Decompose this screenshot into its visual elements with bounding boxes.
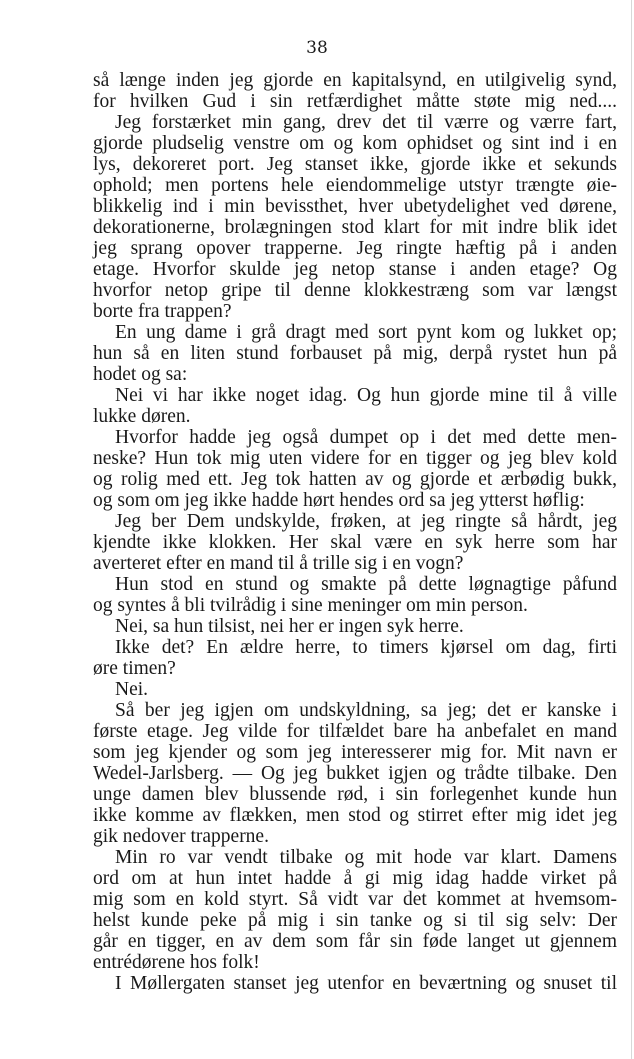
text-line: jeg sprang opover trapperne. Jeg ringte hæftig på i anden bbox=[93, 238, 617, 259]
text-line: Min ro var vendt tilbake og mit hode var klart. Damens bbox=[115, 847, 617, 868]
page-edge-line bbox=[631, 0, 632, 1059]
text-line: gjorde pludselig venstre om og kom ophidset og sint ind i en bbox=[93, 133, 617, 154]
text-line: dekorationerne, brolægningen stod klart for mit indre blik idet bbox=[93, 217, 617, 238]
body-text bbox=[93, 70, 617, 994]
text-line: Jeg forstærket min gang, drev det til værre og værre fart, bbox=[115, 112, 617, 133]
text-line: etage. Hvorfor skulde jeg netop stanse i anden etage? Og bbox=[93, 259, 617, 280]
text-line: Så ber jeg igjen om undskyldning, sa jeg; det er kanske i bbox=[115, 700, 617, 721]
text-line: øre timen? bbox=[93, 658, 176, 679]
text-line: blikkelig ind i min bevissthet, hver ubetydelighet ved dørene, bbox=[93, 196, 617, 217]
text-line: I Møllergaten stanset jeg utenfor en beværtning og snuset til bbox=[115, 973, 617, 994]
text-line: Ikke det? En ældre herre, to timers kjørsel om dag, firti bbox=[115, 637, 617, 658]
text-line: hun så en liten stund forbauset på mig, derpå rystet hun på bbox=[93, 343, 617, 364]
text-line: og syntes å bli tvilrådig i sine meninger om min person. bbox=[93, 595, 528, 616]
text-line: ophold; men portens hele eiendommelige utstyr trængte øie- bbox=[93, 175, 617, 196]
text-line: averteret efter en mand til å trille sig i en vogn? bbox=[93, 553, 464, 574]
text-line: som jeg kjender og som jeg interesserer mig for. Mit navn er bbox=[93, 742, 617, 763]
text-line: borte fra trappen? bbox=[93, 301, 232, 322]
text-line: så længe inden jeg gjorde en kapitalsynd, en utilgivelig synd, bbox=[93, 70, 617, 91]
text-line: hodet og sa: bbox=[93, 364, 188, 385]
text-line: lukke døren. bbox=[93, 406, 191, 427]
text-line: kjendte ikke klokken. Her skal være en syk herre som har bbox=[93, 532, 617, 553]
text-line: Wedel-Jarlsberg. — Og jeg bukket igjen og trådte tilbake. Den bbox=[93, 763, 617, 784]
text-line: ord om at hun intet hadde å gi mig idag hadde virket på bbox=[93, 868, 617, 889]
text-line: Jeg ber Dem undskylde, frøken, at jeg ringte så hårdt, jeg bbox=[115, 511, 617, 532]
text-line: gik nedover trapperne. bbox=[93, 826, 269, 847]
text-line: Nei. bbox=[115, 679, 149, 700]
text-line: Hvorfor hadde jeg også dumpet op i det med dette men- bbox=[115, 427, 617, 448]
text-line: går en tigger, en av dem som får sin føde langet ut gjennem bbox=[93, 931, 617, 952]
text-line: Nei, sa hun tilsist, nei her er ingen syk herre. bbox=[115, 616, 464, 637]
text-line: entrédørene hos folk! bbox=[93, 952, 260, 973]
text-line: unge damen blev blussende rød, i sin forlegenhet kunde hun bbox=[93, 784, 617, 805]
text-line: for hvilken Gud i sin retfærdighet måtte støte mig ned.... bbox=[93, 91, 617, 112]
text-line: ikke komme av flækken, men stod og stirret efter mig idet jeg bbox=[93, 805, 617, 826]
text-line: neske? Hun tok mig uten videre for en tigger og jeg blev kold bbox=[93, 448, 617, 469]
text-line: lys, dekoreret port. Jeg stanset ikke, gjorde ikke et sekunds bbox=[93, 154, 617, 175]
text-line: Nei vi har ikke noget idag. Og hun gjorde mine til å ville bbox=[115, 385, 617, 406]
text-line: hvorfor netop gripe til denne klokkestræng som var længst bbox=[93, 280, 617, 301]
text-line: første etage. Jeg vilde for tilfældet bare ha anbefalet en mand bbox=[93, 721, 617, 742]
page-number: 38 bbox=[306, 38, 328, 58]
text-line: helst kunde peke på mig i sin tanke og si til sig selv: Der bbox=[93, 910, 617, 931]
text-line: og rolig med ett. Jeg tok hatten av og gjorde et ærbødig bukk, bbox=[93, 469, 617, 490]
text-line: En ung dame i grå dragt med sort pynt kom og lukket op; bbox=[115, 322, 617, 343]
text-line: og som om jeg ikke hadde hørt hendes ord sa jeg ytterst høflig: bbox=[93, 490, 585, 511]
text-line: mig som en kold styrt. Så vidt var det kommet at hvemsom- bbox=[93, 889, 617, 910]
text-line: Hun stod en stund og smakte på dette løgnagtige påfund bbox=[115, 574, 617, 595]
